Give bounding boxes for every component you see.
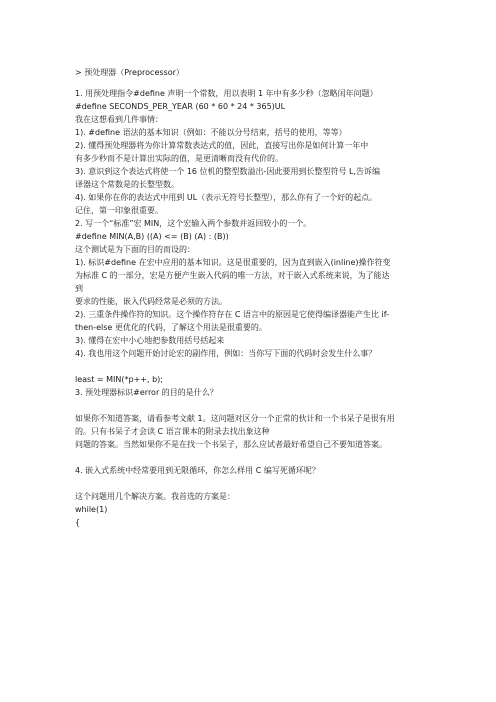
paragraph-line: 译器这个常数是的长整型数。 — [75, 180, 179, 189]
blank-line — [75, 399, 485, 412]
paragraph-line: 4). 如果你在你的表达式中用到 UL（表示无符号长整型），那么你有了一个好的起点。 — [75, 193, 378, 202]
document-page — [75, 66, 485, 529]
code-line: { — [75, 518, 81, 527]
paragraph-line: 记住，第一印象很重要。 — [75, 206, 163, 215]
code-line: least = MIN(*p++, b); — [75, 375, 163, 384]
paragraph-line: 1). 标识#define 在宏中应用的基本知识。这是很重要的，因为直到嵌入(inline)操作符变 — [75, 258, 391, 267]
spacer — [75, 79, 485, 87]
paragraph-line: 要求的性能，嵌入代码经常是必须的方法。 — [75, 297, 227, 306]
code-line: #define MIN(A,B) ((A) <= (B) (A) : (B)) — [75, 232, 229, 241]
paragraph-line: 为标准 C 的一部分，宏是方便产生嵌入代码的唯一方法，对于嵌入式系统来说，为了能达 — [75, 271, 390, 280]
paragraph-line: 1). #define 语法的基本知识（例如：不能以分号结束，括号的使用，等等） — [75, 128, 347, 137]
paragraph-line: 2). 懂得预处理器将为你计算常数表达式的值，因此，直接写出你是如何计算一年中 — [75, 141, 369, 150]
paragraph-line: 如果你不知道答案，请看参考文献 1。这问题对区分一个正常的伙计和一个书呆子是很有用 — [75, 414, 395, 423]
paragraph-line: 我在这想看到几件事情： — [75, 115, 163, 124]
blank-line — [75, 451, 485, 464]
question-4: 4. 嵌入式系统中经常要用到无限循环，你怎么样用 C 编写死循环呢？ — [75, 466, 320, 475]
paragraph-line: 到 — [75, 284, 83, 293]
paragraph-line: then-else 更优化的代码，了解这个用法是很重要的。 — [75, 323, 267, 332]
paragraph-line: 问题的答案。当然如果你不是在找一个书呆子，那么应试者最好希望自己不要知道答案。 — [75, 440, 387, 449]
paragraph-line: 这个问题用几个解决方案。我首选的方案是： — [75, 492, 235, 501]
paragraph-line: 3). 意识到这个表达式将使一个 16 位机的整型数溢出-因此要用到长整型符号 L,告诉编 — [75, 167, 380, 176]
code-line: while(1) — [75, 505, 108, 514]
paragraph-line: 3). 懂得在宏中小心地把参数用括号括起来 — [75, 336, 225, 345]
paragraph-line: 2). 三重条件操作符的知识。这个操作符存在 C 语言中的原因是它使得编译器能产生比 if- — [75, 310, 389, 319]
question-2: 2. 写一个“标准”宏 MIN，这个宏输入两个参数并返回较小的一个。 — [75, 219, 312, 228]
question-1: 1. 用预处理指令#define 声明一个常数，用以表明 1 年中有多少秒（忽略闰年问题） — [75, 89, 378, 98]
blank-line — [75, 360, 485, 373]
paragraph-line: 4). 我也用这个问题开始讨论宏的副作用，例如：当你写下面的代码时会发生什么事？ — [75, 349, 377, 358]
code-line: #define SECONDS_PER_YEAR (60 * 60 * 24 * 365)UL — [75, 102, 286, 111]
question-3: 3. 预处理器标识#error 的目的是什么？ — [75, 388, 218, 397]
section-heading-preprocessor: > 预处理器（Preprocessor） — [75, 68, 184, 77]
blank-line — [75, 477, 485, 490]
paragraph-line: 的。只有书呆子才会读 C 语言课本的附录去找出象这种 — [75, 427, 270, 436]
paragraph-line: 这个测试是为下面的目的而设的： — [75, 245, 195, 254]
paragraph-line: 有多少秒而不是计算出实际的值，是更清晰而没有代价的。 — [75, 154, 283, 163]
